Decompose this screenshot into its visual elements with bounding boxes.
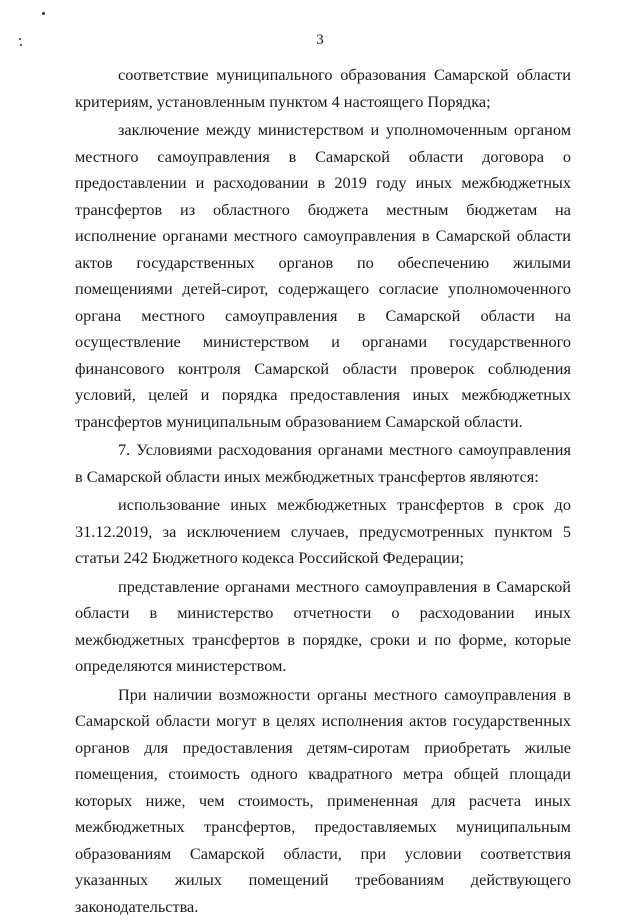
page-number: 3 [0,32,640,49]
paragraph-criteria-compliance: соответствие муниципального образования Самарской области критериям, установленным пунктом 4 настоящего Порядка; [75,62,571,115]
paragraph-reporting: представление органами местного самоуправления в Самарской области в министерство отчетности о расходовании иных межбюджетных трансфертов в порядке, сроки и по форме, которые определяются министерством. [75,574,571,680]
document-body [75,62,571,920]
paragraph-clause-7: 7. Условиями расходования органами местного самоуправления в Самарской области иных межбюджетных трансфертов являются: [75,437,571,490]
paragraph-usage-deadline: использование иных межбюджетных трансфертов в срок до 31.12.2019, за исключением случаев, предусмотренных пунктом 5 статьи 242 Бюджетного кодекса Российской Федерации; [75,492,571,572]
paragraph-housing-purchase: При наличии возможности органы местного самоуправления в Самарской области могут в целях исполнения актов государственных органов для предоставления детям-сиротам приобретать жилые помещения, стоимость одного квадратного метра общей площади которых ниже, чем стоимость, примененная для расчета иных межбюджетных трансфертов, предоставляемых муниципальным образованиям Самарской области, при условии соответствия указанных жилых помещений требованиям действующего законодательства. [75,682,571,920]
scan-speck [42,12,45,15]
paragraph-agreement: заключение между министерством и уполномоченным органом местного самоуправления в Самарской области договора о предоставлении и расходовании в 2019 году иных межбюджетных трансфертов из областного бюджета местным бюджетам на исполнение органами местного самоуправления в Самарской области актов государственных органов по обеспечению жилыми помещениями детей-сирот, содержащего согласие уполномоченного органа местного самоуправления в Самарской области на осуществление министерством и органами государственного финансового контроля Самарской области проверок соблюдения условий, целей и порядка предоставления иных межбюджетных трансфертов муниципальным образованием Самарской области. [75,117,571,435]
